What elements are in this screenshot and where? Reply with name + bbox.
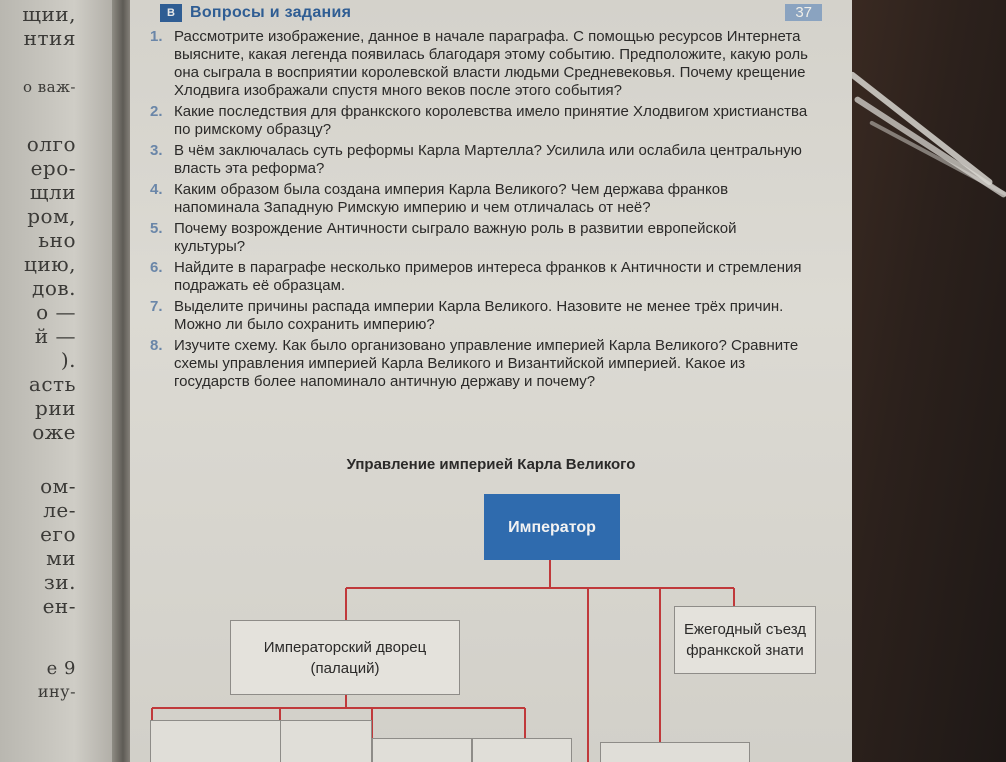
- text-fragment: ле-: [43, 498, 76, 522]
- question-text: Какие последствия для франкского королевства имело принятие Хлодвигом христианства по римскому образцу?: [174, 103, 808, 138]
- question-number: 1.: [150, 28, 163, 45]
- diagram-title: Управление империей Карла Великого: [346, 456, 636, 473]
- question-number: 4.: [150, 181, 163, 198]
- diagram-box: [150, 720, 282, 762]
- text-fragment: щли: [29, 180, 76, 204]
- emperor-box: Император: [484, 494, 620, 560]
- question-text: В чём заключалась суть реформы Карла Мартелла? Усилила или ослабила центральную власть эта реформа?: [174, 142, 802, 177]
- text-fragment: о важ-: [22, 78, 76, 96]
- text-fragment: асть: [28, 372, 76, 396]
- question-number: 6.: [150, 259, 163, 276]
- diagram-box: [372, 738, 472, 762]
- question-number: 5.: [150, 220, 163, 237]
- question-text: Рассмотрите изображение, данное в начале параграфа. С помощью ресурсов Интернета выясните, какая легенда появилась благодаря этому событию. Предположите, какую роль она сыграла в восприятии королевской власти людьми Средневековья. Почему крещение Хлодвига изображали спустя много веков после этого события?: [174, 28, 808, 99]
- diagram-box: [280, 720, 372, 762]
- diagram-box: [472, 738, 572, 762]
- question-text: Найдите в параграфе несколько примеров интереса франков к Античности и стремления подражать её образцам.: [174, 259, 802, 294]
- text-fragment: щии,: [22, 2, 76, 26]
- question-text: Изучите схему. Как было организовано управление империей Карла Великого? Сравните схемы управления империей Карла Великого и Византийской империей. Какое из государств более напоминало античную державу и почему?: [174, 337, 799, 390]
- assembly-box: Ежегодный съезд франкской знати: [674, 606, 816, 674]
- table-surface: [845, 0, 1006, 762]
- text-fragment: зи.: [43, 570, 76, 594]
- section-icon: В: [160, 4, 182, 22]
- diagram-box: [600, 742, 750, 762]
- text-fragment: ьно: [38, 228, 76, 252]
- text-fragment: ).: [60, 348, 76, 372]
- text-fragment: оже: [32, 420, 76, 444]
- text-fragment: олго: [26, 132, 76, 156]
- question-number: 7.: [150, 298, 163, 315]
- question-number: 2.: [150, 103, 163, 120]
- text-fragment: ром,: [27, 204, 76, 228]
- text-fragment: ми: [46, 546, 76, 570]
- text-fragment: еро-: [30, 156, 76, 180]
- page-number: 37: [785, 4, 822, 21]
- question-number: 8.: [150, 337, 163, 354]
- previous-page: [0, 0, 124, 762]
- text-fragment: о —: [36, 300, 76, 324]
- text-fragment: ину-: [37, 682, 76, 701]
- textbook-page: [130, 0, 852, 762]
- palace-box: Императорский дворец (палаций): [230, 620, 460, 695]
- text-fragment: его: [40, 522, 76, 546]
- text-fragment: е 9: [46, 658, 76, 679]
- question-number: 3.: [150, 142, 163, 159]
- text-fragment: дов.: [32, 276, 76, 300]
- text-fragment: цию,: [24, 252, 76, 276]
- question-text: Каким образом была создана империя Карла Великого? Чем держава франков напоминала Западную Римскую империю и чем отличалась от неё?: [174, 181, 729, 216]
- text-fragment: й —: [34, 324, 76, 348]
- text-fragment: нтия: [23, 26, 76, 50]
- question-text: Выделите причины распада империи Карла Великого. Назовите не менее трёх причин. Можно ли было сохранить империю?: [174, 298, 784, 333]
- text-fragment: ом-: [40, 474, 76, 498]
- section-title: Вопросы и задания: [190, 4, 352, 21]
- text-fragment: рии: [35, 396, 76, 420]
- text-fragment: ен-: [42, 594, 76, 618]
- question-text: Почему возрождение Античности сыграло важную роль в развитии европейской культуры?: [174, 220, 737, 255]
